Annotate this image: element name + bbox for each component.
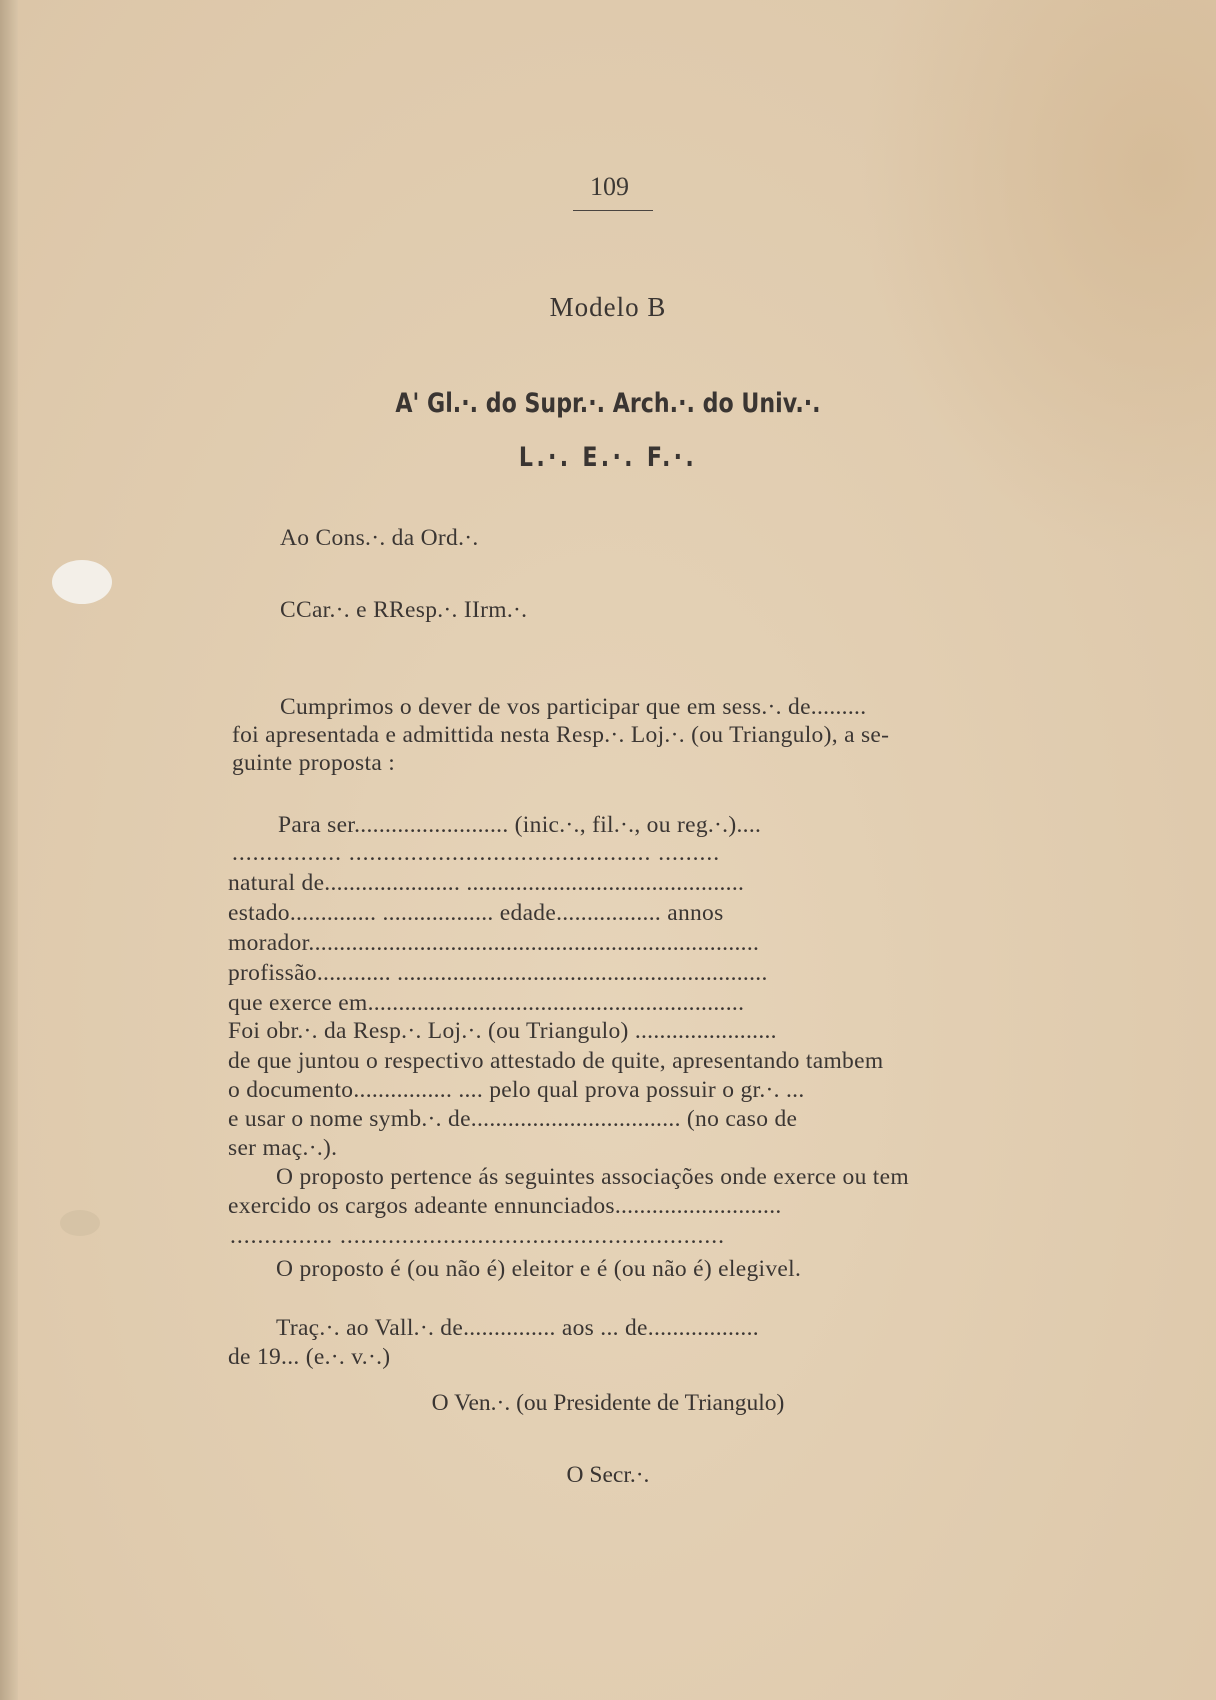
page-title: Modelo B — [549, 292, 667, 322]
body-line: Cumprimos o dever de vos participar que em sess.·. de......... — [280, 694, 867, 720]
body-line: O proposto pertence ás seguintes associações onde exerce ou tem — [276, 1164, 909, 1190]
paper-tear — [52, 560, 112, 604]
form-line: profissão............ ............................................................ — [228, 960, 768, 986]
salutation-line: CCar.·. e RResp.·. IIrm.·. — [280, 597, 528, 623]
page-number-rule — [573, 210, 653, 211]
form-line: ser maç.·.). — [228, 1135, 338, 1161]
page-binding-edge — [0, 0, 18, 1700]
signature-venerable: O Ven.·. (ou Presidente de Triangulo) — [431, 1390, 785, 1416]
signature-secretary: O Secr.·. — [566, 1462, 650, 1488]
body-line: exercido os cargos adeante ennunciados........................... — [228, 1193, 782, 1219]
form-line: de que juntou o respectivo attestado de quite, apresentando tambem — [228, 1048, 884, 1074]
motto-heading: L.·. E.·. F.·. — [518, 442, 698, 473]
paper-tear — [60, 1210, 100, 1236]
form-line: ................ ............................................ ......... — [232, 840, 721, 866]
body-line: guinte proposta : — [232, 750, 396, 776]
form-line: Para ser......................... (inic.·., fil.·., ou reg.·.).... — [278, 812, 762, 838]
closing-line: Traç.·. ao Vall.·. de............... aos ... de.................. — [276, 1315, 759, 1341]
body-line: foi apresentada e admittida nesta Resp.·. Loj.·. (ou Triangulo), a se- — [232, 722, 890, 748]
body-line: O proposto é (ou não é) eleitor e é (ou não é) elegivel. — [276, 1256, 802, 1282]
salutation-line: Ao Cons.·. da Ord.·. — [280, 525, 479, 551]
body-line: ............... ........................................................ — [230, 1223, 725, 1249]
dedication-heading: A' Gl.·. do Supr.·. Arch.·. do Univ.·. — [395, 388, 821, 419]
form-line: morador......................................................................... — [228, 930, 760, 956]
form-line: estado.............. .................. edade................. annos — [228, 900, 724, 926]
closing-line: de 19... (e.·. v.·.) — [228, 1344, 391, 1370]
form-line: Foi obr.·. da Resp.·. Loj.·. (ou Triangulo) ....................... — [228, 1018, 777, 1044]
form-line: natural de...................... ............................................. — [228, 870, 745, 896]
form-line: que exerce em............................................................. — [228, 990, 745, 1016]
page-number: 109 — [590, 172, 629, 201]
form-line: o documento................ .... pelo qual prova possuir o gr.·. ... — [228, 1077, 805, 1103]
form-line: e usar o nome symb.·. de.................................. (no caso de — [228, 1106, 798, 1132]
